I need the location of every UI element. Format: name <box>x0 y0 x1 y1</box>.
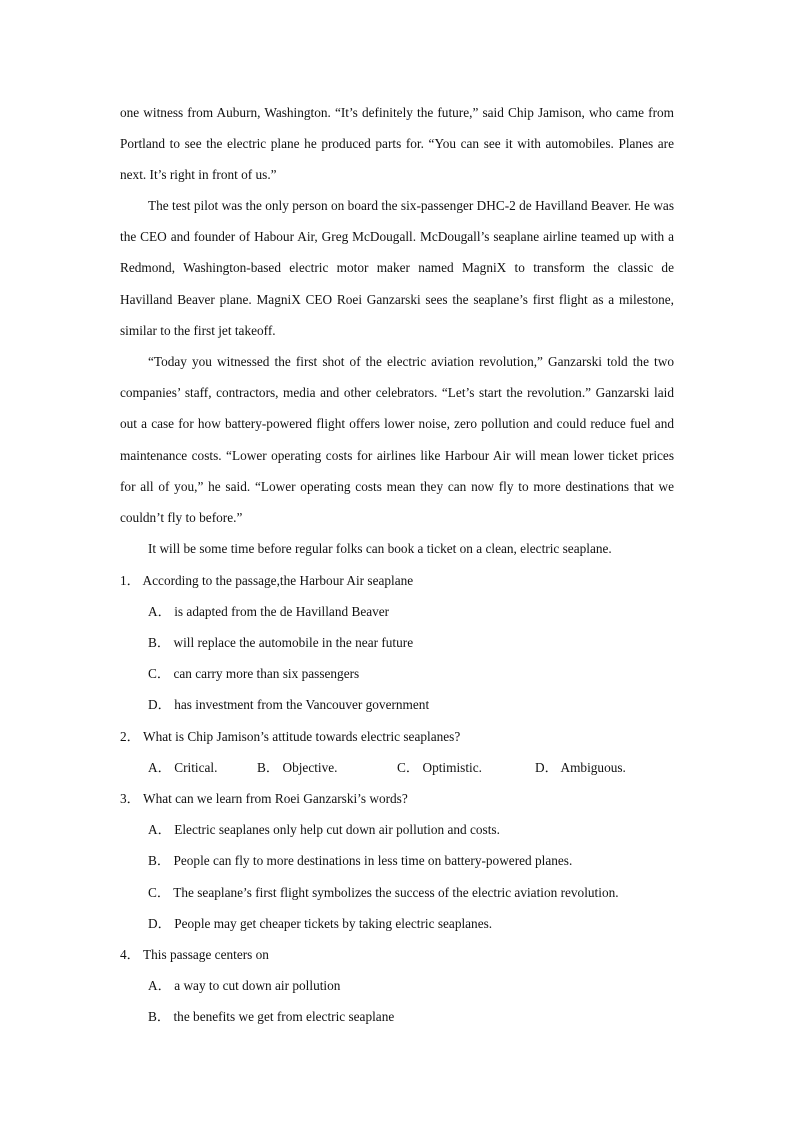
question-2-option-a[interactable]: A． Critical. <box>148 760 218 775</box>
question-3-option-b[interactable]: B． People can fly to more destinations in less time on battery-powered planes. <box>148 853 573 868</box>
question-2-option-d[interactable]: D． Ambiguous. <box>535 760 626 775</box>
passage-paragraph-2: The test pilot was the only person on board the six-passenger DHC-2 de Havilland Beaver. He was the CEO and founder of Habour Air, Greg McDougall. McDougall’s seaplane airline teamed up with a Redmond, Washington-based electric motor maker named MagniX to transform the classic de Havilland Beaver plane. MagniX CEO Roei Ganzarski sees the seaplane’s first flight as a milestone, similar to the first jet takeoff. <box>120 198 674 338</box>
passage-paragraph-3: “Today you witnessed the first shot of the electric aviation revolution,” Ganzarski told the two companies’ staff, contractors, media and other celebrators. “Let’s start the revolution.” Ganzarski laid out a case for how battery-powered flight offers lower noise, zero pollution and could reduce fuel and maintenance costs. “Lower operating costs for airlines like Harbour Air will mean lower ticket prices for all of you,” he said. “Lower operating costs mean they can now fly to more destinations that we couldn’t fly to before.” <box>120 354 674 526</box>
question-3-stem: 3． What can we learn from Roei Ganzarski’s words? <box>120 791 408 806</box>
question-3-option-d[interactable]: D． People may get cheaper tickets by taking electric seaplanes. <box>148 916 493 931</box>
passage-paragraph-1: one witness from Auburn, Washington. “It’s definitely the future,” said Chip Jamison, who came from Portland to see the electric plane he produced parts for. “You can see it with automobiles. Planes are next. It’s right in front of us.” <box>120 105 674 183</box>
question-1-option-b[interactable]: B． will replace the automobile in the near future <box>148 635 414 650</box>
question-3-option-c[interactable]: C． The seaplane’s first flight symbolizes the success of the electric aviation revolution. <box>148 885 619 900</box>
question-4-option-a[interactable]: A． a way to cut down air pollution <box>148 978 341 993</box>
passage-paragraph-4: It will be some time before regular folks can book a ticket on a clean, electric seaplane. <box>148 541 612 556</box>
question-2-option-c[interactable]: C． Optimistic. <box>397 760 482 775</box>
question-1-stem: 1． According to the passage,the Harbour Air seaplane <box>120 573 414 588</box>
question-1-option-d[interactable]: D． has investment from the Vancouver government <box>148 697 430 712</box>
question-3-option-a[interactable]: A． Electric seaplanes only help cut down air pollution and costs. <box>148 822 500 837</box>
question-4-option-b[interactable]: B． the benefits we get from electric seaplane <box>148 1009 395 1024</box>
question-2-stem: 2． What is Chip Jamison’s attitude towards electric seaplanes? <box>120 729 461 744</box>
question-4-stem: 4． This passage centers on <box>120 947 269 962</box>
question-2-option-b[interactable]: B． Objective. <box>257 760 338 775</box>
question-1-option-c[interactable]: C． can carry more than six passengers <box>148 666 360 681</box>
question-1-option-a[interactable]: A． is adapted from the de Havilland Beaver <box>148 604 390 619</box>
